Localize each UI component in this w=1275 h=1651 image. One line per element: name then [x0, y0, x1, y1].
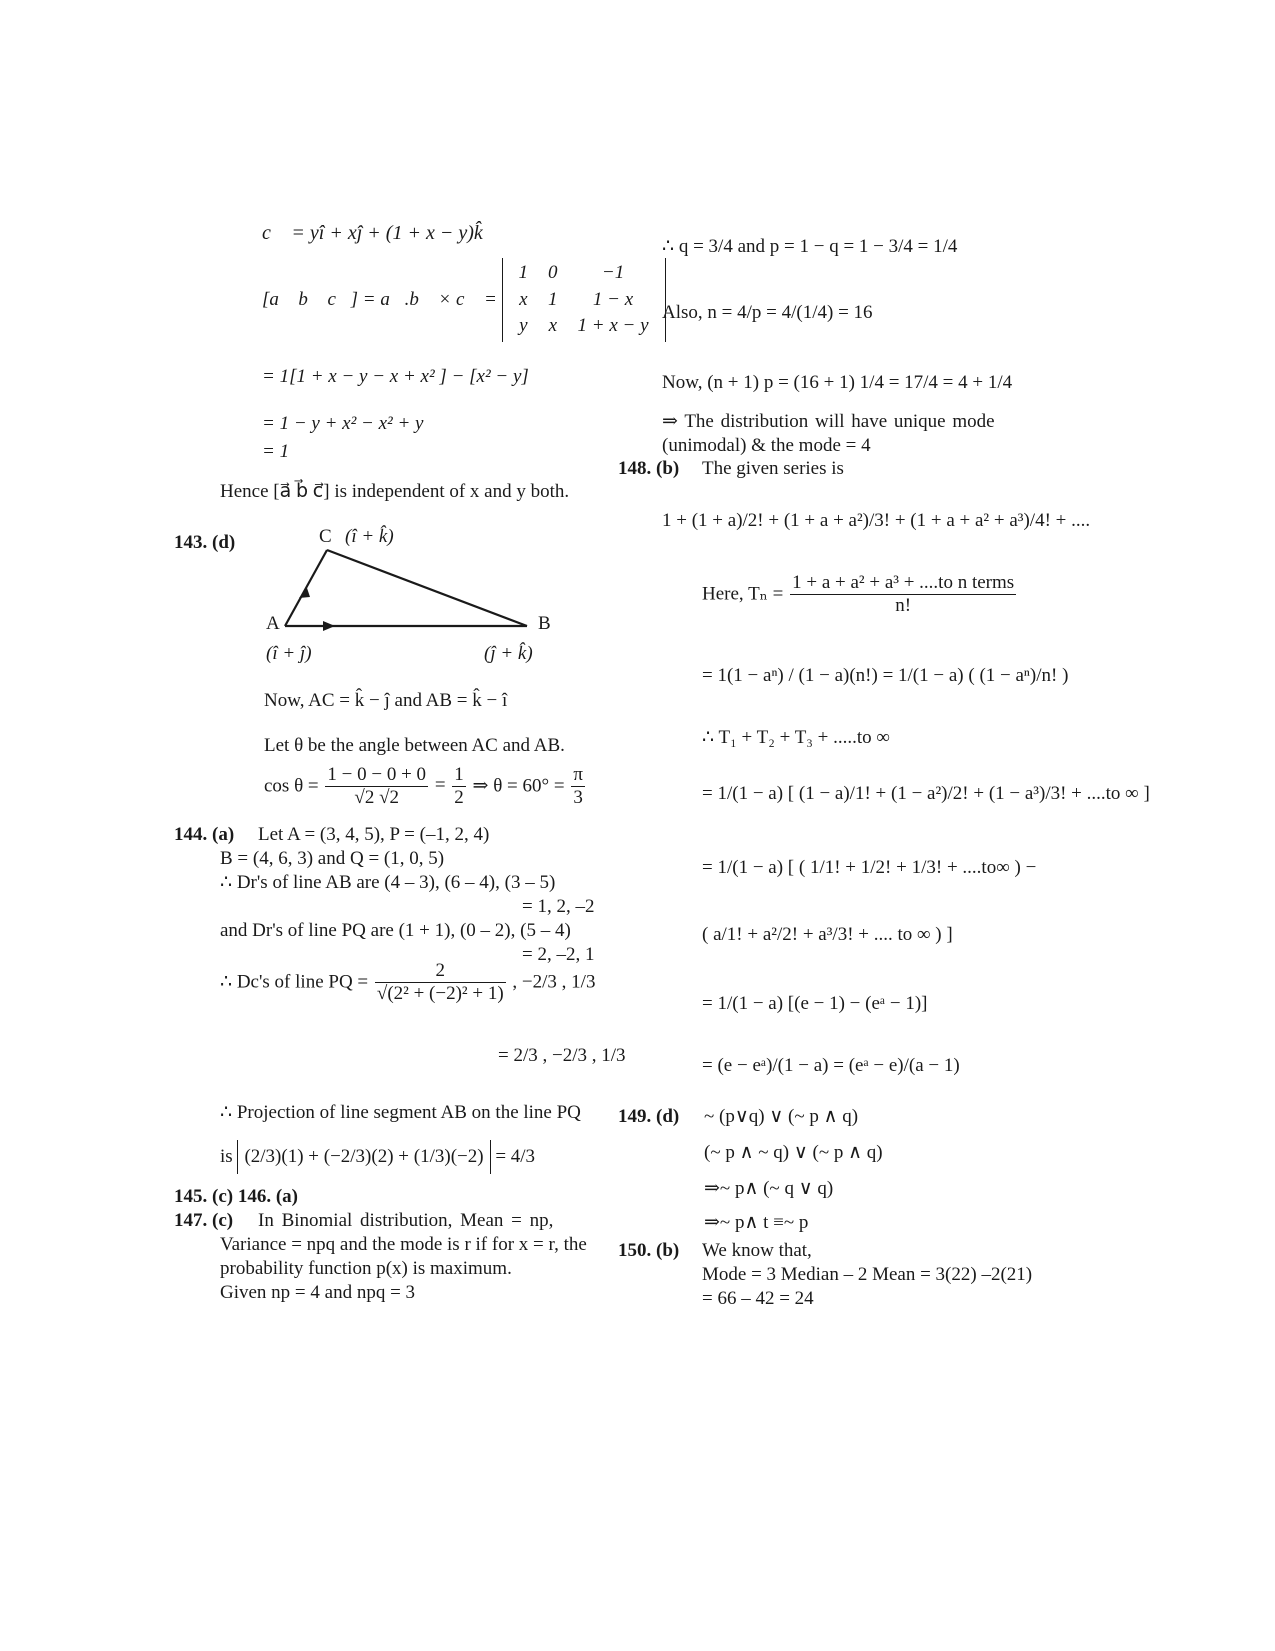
question-148-number: 148. (b)	[618, 458, 680, 479]
cos-theta-equation: cos θ = $\frac{1 - 0 - 0 + 0}{√2 √2}$ = $\frac{1}{2}$ ⇒ θ = 60° = $\frac{\pi}{3}$	[264, 764, 583, 808]
sum-step-3: = 1/(1 − a) [(e − 1) − (eᵃ − 1)]	[702, 993, 928, 1014]
determinant-matrix	[502, 258, 666, 342]
q148-intro: The given series is	[702, 458, 844, 479]
q149-line-2: (~ p ∧ ~ q) ∨ (~ p ∧ q)	[704, 1142, 883, 1163]
q144-line-4: = 1, 2, –2	[522, 896, 595, 917]
q150-line-3: = 66 – 42 = 24	[702, 1288, 814, 1309]
dc-fraction: $\frac{2}{\text{√(2² + (−2)² + 1)}}$	[376, 960, 504, 1004]
projection-statement: ∴ Projection of line segment AB on the line PQ	[220, 1102, 581, 1123]
vertex-a-vector: (î + ĵ)	[266, 643, 312, 664]
sum-step-1: = 1/(1 − a) [ (1 − a)/1! + (1 − a²)/2! + (1 − a³)/3! + ....to ∞ ]	[702, 783, 1150, 804]
hence-statement: Hence [a⃗ b⃗ c⃗] is independent of x and y both.	[220, 481, 570, 502]
q144-line-2: B = (4, 6, 3) and Q = (1, 0, 5)	[220, 848, 445, 869]
c-vector-equation: c⃗ = yî + xĵ + (1 + x − y)k̂	[262, 222, 483, 244]
q-p-values: ∴ q = 3/4 and p = 1 − q = 1 − 3/4 = 1/4	[662, 236, 958, 257]
question-145-146: 145. (c) 146. (a)	[174, 1186, 298, 1207]
q144-line-1: Let A = (3, 4, 5), P = (–1, 2, 4)	[258, 824, 490, 845]
let-theta: Let θ be the angle between AC and AB.	[264, 735, 565, 756]
tn-fraction: $\frac{\text{1 + a + a² + a³ + ....to n terms}}{n!}$	[792, 572, 1015, 616]
given-series: 1 + (1 + a)/2! + (1 + a + a²)/3! + (1 + a + a² + a³)/4! + ....	[662, 510, 1091, 531]
q150-line-2: Mode = 3 Median – 2 Mean = 3(22) –2(21)	[702, 1264, 1033, 1285]
expansion-line-3: = 1	[262, 441, 290, 462]
projection-equation: is (2/3)(1) + (−2/3)(2) + (1/3)(−2) = 4/3	[220, 1140, 535, 1174]
question-144-number: 144. (a)	[174, 824, 235, 845]
q149-line-3: ⇒~ p∧ (~ q ∨ q)	[704, 1178, 834, 1199]
q149-line-1: ~ (p∨q) ∨ (~ p ∧ q)	[704, 1106, 859, 1127]
cos-fraction: $\frac{1 - 0 - 0 + 0}{√2 √2}$	[327, 764, 427, 808]
dc-equation: ∴ Dc's of line PQ = $\frac{2}{\text{√(2² + (−2)² + 1)}}$ , −2/3 , 1/3	[220, 960, 596, 1004]
q147-line-2: Variance = npq and the mode is r if for x = r, the	[220, 1234, 587, 1255]
question-149-number: 149. (d)	[618, 1106, 680, 1127]
dc-final: = 2/3 , −2/3 , 1/3	[498, 1045, 626, 1066]
expansion-line-1: = 1[1 + x − y − x + x² ] − [x² − y]	[262, 366, 529, 387]
tn-definition: Here, Tₙ = $\frac{\text{1 + a + a² + a³ + ....to n terms}}{n!}$	[702, 572, 1015, 616]
det-row: y x 1 + x − y	[519, 315, 649, 337]
sum-step-2b: ( a/1! + a²/2! + a³/3! + .... to ∞ ) ]	[702, 924, 953, 945]
tn-simplified: = 1(1 − aⁿ) / (1 − a)(n!) = 1/(1 − a) ( (1 − aⁿ)/n! )	[702, 665, 1069, 686]
q144-line-6: = 2, –2, 1	[522, 944, 595, 965]
vertex-b-vector: (ĵ + k̂)	[484, 643, 533, 664]
absolute-value-bars: (2/3)(1) + (−2/3)(2) + (1/3)(−2)	[237, 1140, 490, 1174]
scalar-triple-product	[262, 258, 666, 342]
half-fraction: $\frac{1}{2}$	[454, 764, 464, 808]
q147-line-1: In Binomial distribution, Mean = np,	[258, 1210, 554, 1231]
q149-line-4: ⇒~ p∧ t ≡~ p	[704, 1212, 809, 1233]
arrow-ab-icon	[323, 621, 335, 631]
sum-step-4: = (e − eᵃ)/(1 − a) = (eᵃ − e)/(a − 1)	[702, 1055, 960, 1076]
vertex-c-label: C	[319, 526, 332, 547]
q144-line-5: and Dr's of line PQ are (1 + 1), (0 – 2), (5 – 4)	[220, 920, 571, 941]
vertex-c-vector: (î + k̂)	[345, 526, 394, 547]
stp-lhs: [a⃗ b⃗ c⃗] = a⃗.b⃗ × c⃗ =	[262, 289, 497, 311]
sum-step-2a: = 1/(1 − a) [ ( 1/1! + 1/2! + 1/3! + ....to∞ ) −	[702, 857, 1037, 878]
expansion-line-2: = 1 − y + x² − x² + y	[262, 413, 424, 434]
vertex-b-label: B	[538, 613, 551, 634]
question-150-number: 150. (b)	[618, 1240, 680, 1261]
q147-line-3: probability function p(x) is maximum.	[220, 1258, 512, 1279]
q144-line-3: ∴ Dr's of line AB are (4 – 3), (6 – 4), (3 – 5)	[220, 872, 556, 893]
unimodal-line-2: (unimodal) & the mode = 4	[662, 435, 871, 456]
question-147-number: 147. (c)	[174, 1210, 234, 1231]
sum-t-line: ∴ T₁ + T₂ + T₃ + .....to ∞	[702, 727, 890, 748]
det-row: 1 0 −1	[518, 262, 625, 283]
now-ac-ab: Now, AC = k̂ − ĵ and AB = k̂ − î	[264, 690, 508, 711]
unimodal-line-1: ⇒ The distribution will have unique mode	[662, 411, 995, 432]
q150-line-1: We know that,	[702, 1240, 812, 1261]
n-value: Also, n = 4/p = 4/(1/4) = 16	[662, 302, 873, 323]
question-143-number: 143. (d)	[174, 532, 236, 553]
pi-fraction: $\frac{\pi}{3}$	[573, 764, 583, 808]
det-row: x 1 1 − x	[519, 288, 634, 310]
n-plus-one-p: Now, (n + 1) p = (16 + 1) 1/4 = 17/4 = 4 + 1/4	[662, 372, 1013, 393]
vertex-a-label: A	[266, 613, 280, 634]
q147-line-4: Given np = 4 and npq = 3	[220, 1282, 416, 1303]
